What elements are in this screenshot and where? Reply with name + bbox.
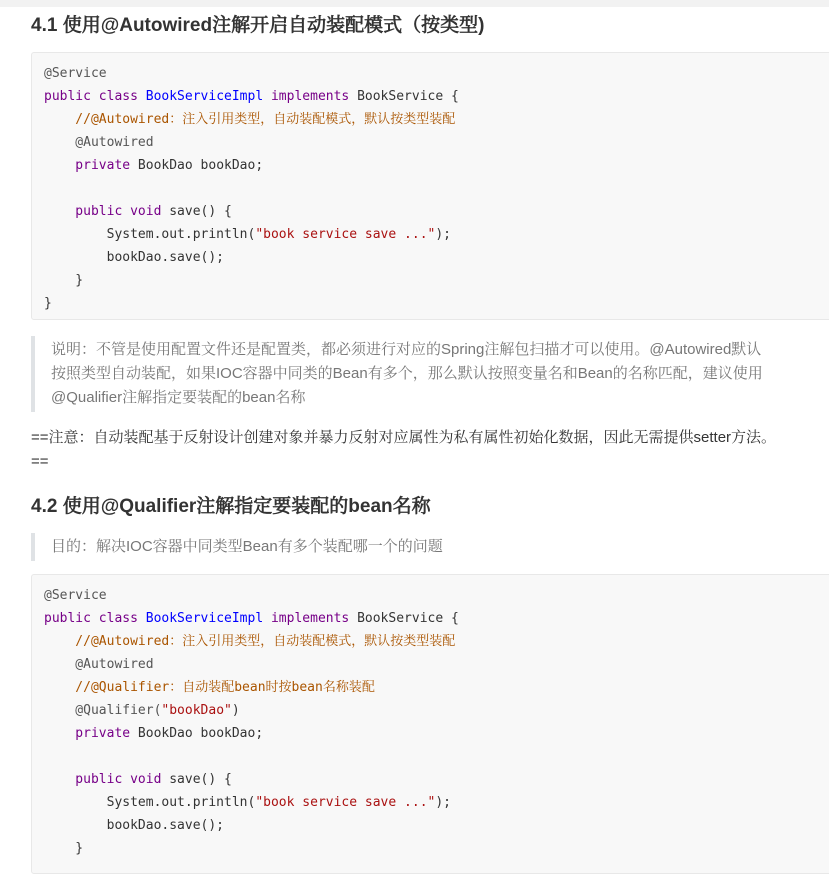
code-line [44, 676, 829, 699]
code-line [44, 154, 829, 177]
code-line [44, 768, 829, 791]
code-line [44, 108, 829, 131]
purpose-text: 目的：解决IOC容器中同类型Bean有多个装配哪一个的问题 [51, 538, 443, 555]
code-token: public class [44, 89, 146, 104]
code-token: BookServiceImpl [145, 89, 264, 104]
code-token: private [44, 158, 138, 173]
code-token: System.out.println( [44, 227, 256, 242]
code-token: BookService { [357, 89, 459, 104]
code-token: ); [435, 795, 451, 810]
code-line [44, 292, 829, 315]
code-block-autowired[interactable] [31, 52, 829, 320]
attention-line: == [31, 453, 49, 470]
code-line [44, 85, 829, 108]
section-heading-autowired: 4.1 使用@Autowired注解开启自动装配模式（按类型) [31, 15, 485, 36]
code-token: "bookDao" [161, 703, 232, 718]
note-line: 按照类型自动装配，如果IOC容器中同类的Bean有多个，那么默认按照变量名和Bean的名称匹配，建议使用 [51, 365, 763, 382]
blockquote-purpose [31, 533, 829, 561]
code-lines [44, 584, 829, 860]
note-line: 说明：不管是使用配置文件还是配置类，都必须进行对应的Spring注解包扫描才可以使用。@Autowired默认 [51, 341, 762, 358]
code-token: //@Autowired：注入引用类型，自动装配模式，默认按类型装配 [44, 634, 456, 649]
code-token: System.out.println( [44, 795, 256, 810]
code-token: @Autowired [44, 657, 154, 672]
code-token: @Autowired [44, 135, 154, 150]
code-token: } [44, 841, 84, 856]
code-token: BookService { [357, 611, 459, 626]
code-token: public void [44, 772, 170, 787]
code-token: BookDao bookDao; [137, 158, 264, 173]
code-line [44, 584, 829, 607]
code-token: public class [44, 611, 146, 626]
code-line [44, 223, 829, 246]
attention-line: ==注意：自动装配基于反射设计创建对象并暴力反射对应属性为私有属性初始化数据，因此无需提供setter方法。 [31, 429, 777, 446]
code-line [44, 177, 829, 200]
code-token: @Service [44, 66, 107, 81]
code-line [44, 62, 829, 85]
code-token: private [44, 726, 138, 741]
code-line [44, 200, 829, 223]
code-token: "book service save ..." [255, 227, 436, 242]
code-token: //@Qualifier：自动装配bean时按bean名称装配 [44, 680, 375, 695]
code-token: BookServiceImpl [145, 611, 264, 626]
code-token: ); [435, 227, 451, 242]
code-line [44, 131, 829, 154]
code-token: } [44, 296, 52, 311]
code-line [44, 246, 829, 269]
code-line [44, 630, 829, 653]
attention-paragraph [31, 426, 829, 474]
code-token: public void [44, 204, 170, 219]
code-line [44, 607, 829, 630]
code-line [44, 814, 829, 837]
code-line [44, 269, 829, 292]
code-lines [44, 62, 829, 315]
code-line [44, 653, 829, 676]
code-token: BookDao bookDao; [137, 726, 264, 741]
code-token: ) [231, 703, 240, 718]
code-line [44, 722, 829, 745]
top-scroll-edge [0, 0, 829, 7]
code-token: @Service [44, 588, 107, 603]
code-token: save() { [169, 204, 232, 219]
code-line [44, 837, 829, 860]
code-token: "book service save ..." [255, 795, 436, 810]
code-token: bookDao.save(); [44, 250, 225, 265]
code-token: implements [263, 611, 358, 626]
code-token: //@Autowired：注入引用类型，自动装配模式，默认按类型装配 [44, 112, 456, 127]
code-token: bookDao.save(); [44, 818, 225, 833]
code-token: @Qualifier( [44, 703, 162, 718]
code-block-qualifier[interactable] [31, 574, 829, 874]
section-heading-qualifier: 4.2 使用@Qualifier注解指定要装配的bean名称 [31, 496, 431, 517]
note-line: @Qualifier注解指定要装配的bean名称 [51, 389, 306, 406]
code-token: } [44, 273, 84, 288]
code-line [44, 699, 829, 722]
code-line [44, 791, 829, 814]
code-token: implements [263, 89, 358, 104]
code-token: save() { [169, 772, 232, 787]
code-line [44, 745, 829, 768]
blockquote-note [31, 336, 829, 412]
